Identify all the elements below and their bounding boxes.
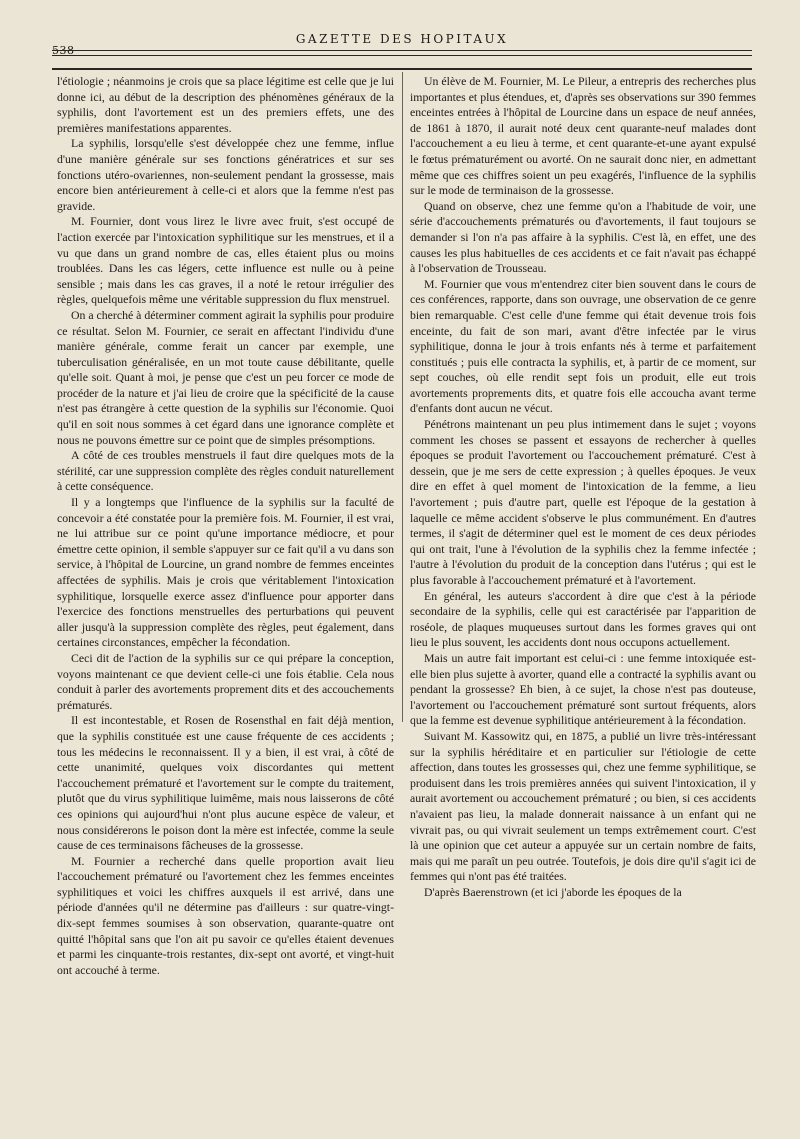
paragraph: On a cherché à déterminer comment agirait la syphilis pour produire ce résultat. Selon M. Fournier, ce serait en affectant l'individu d'une manière générale, comme ferait un cancer par exemple, une tuberculisation généralisée, en un mot toute cause débilitante, quelle qu'elle soit. Quant à moi, je pense que c'est un peu forcer ce mode de procéder de la nature et j'ai lieu de croire que la spécificité de la cause n'est pas étrangère à cette question de la syphilis sur l'économie. Quoi qu'il en soit nous sommes à cet égard dans une ignorance complète et nous ne pouvons émettre sur ce point que de simples présomptions. <box>57 307 394 447</box>
paragraph: M. Fournier que vous m'entendrez citer bien souvent dans le cours de ces conférences, rapporte, dans son ouvrage, une observation de ce genre bien remarquable. C'est celle d'une femme qui était devenue trois fois enceinte, du fait de son mari, avant d'être infectée par le virus syphilitique, donna le jour à trois enfants nés à terme et parfaitement constitués ; puis elle contracta la syphilis, et, à partir de ce moment, sur sept couches, où elle rendit sept fois un produit, elle eut trois avortements proprements dits, et quatre fois elle accoucha avant terme d'enfants dont aucun ne vécut. <box>410 276 756 416</box>
paragraph: Il y a longtemps que l'influence de la syphilis sur la faculté de concevoir a été constatée pour la première fois. M. Fournier, il est vrai, ne lui attribue sur ce point qu'une importance médiocre, et pour émettre cette opinion, il semble s'appuyer sur ce fait qu'il a vu dans son service, à l'hôpital de Lourcine, un grand nombre de femmes enceintes affectées de syphilis. Mais je crois que véritablement l'intoxication syphilitique, lorsquelle exerce assez d'influence pour apporter dans l'exercice des fonctions menstruelles des perturbations qui peuvent aller jusqu'à la suppression complète des règles, peut également, dans certaines circonstances, empêcher la fécondation. <box>57 495 394 650</box>
page-number: 538 <box>52 44 75 57</box>
header-rule <box>52 55 752 56</box>
running-title: GAZETTE DES HOPITAUX <box>295 32 509 46</box>
paragraph: A côté de ces troubles menstruels il faut dire quelques mots de la stérilité, car une suppression complète des règles conduit naturellement à cette conséquence. <box>57 448 394 494</box>
left-column <box>57 74 394 978</box>
right-column <box>410 74 756 900</box>
paragraph: La syphilis, lorsqu'elle s'est développée chez une femme, influe d'une manière générale sur ses fonctions génératrices et sur ses fonctions utéro-ovariennes, non-seulement pendant la grossesse, mais encore bien antérieurement à celle-ci et alors que la femme n'est pas gravide. <box>57 136 394 213</box>
paragraph: Suivant M. Kassowitz qui, en 1875, a publié un livre très-intéressant sur la syphilis héréditaire et en particulier sur l'étiologie de cette affection, dans toutes les grossesses qui, chez une femme syphilitique, se produisent dans les trois premières années qui suivent l'intoxication, il y aurait avortement ou accouchement prématuré ; ou bien, si ces accidents n'avaient pas lieu, la malade donnerait naissance à un enfant qui ne vivrait pas, ou qui vivrait seulement un temps extrêmement court. C'est là une opinion que cet auteur a appuyée sur un certain nombre de faits, mais qui me paraît un peu outrée. Toutefois, je dois dire qu'il s'agit ici de femmes qui n'ont pas été traitées. <box>410 728 756 884</box>
paragraph: D'après Baerenstrown (et ici j'aborde les époques de la <box>424 884 682 899</box>
header-rule <box>52 68 752 70</box>
column-divider <box>402 72 403 722</box>
paragraph: En général, les auteurs s'accordent à dire que c'est à la période secondaire de la syphilis, celle qui est caractérisée par l'apparition de roséole, de plaques muqueuses surtout dans les formes graves qui ont lieu le plus souvent, les accidents dont nous occupons actuellement. <box>410 588 756 650</box>
paragraph: M. Fournier, dont vous lirez le livre avec fruit, s'est occupé de l'action exercée par l'intoxication syphilitique sur les menstrues, et il a vu que dans un grand nombre de cas, elles étaient plus ou moins troublées. Dans les cas légers, cette influence est nulle ou à peine sensible ; mais dans les cas graves, il a noté le retour irrégulier des règles, quelquefois même une véritable suppression du flux menstruel. <box>57 214 394 307</box>
paragraph: l'étiologie ; néanmoins je crois que sa place légitime est celle que je lui donne ici, au début de la description des phénomènes généraux de la syphilis, dont l'avortement est un des premiers effets, une des premières manifestations apparentes. <box>57 74 394 135</box>
paragraph: Ceci dit de l'action de la syphilis sur ce qui prépare la conception, voyons maintenant ce que devient celle-ci une fois établie. Cela nous conduit à parler des avortements proprement dits et des accouchements prématurés. <box>57 650 394 712</box>
header-rule <box>52 50 752 51</box>
paragraph: Mais un autre fait important est celui-ci : une femme intoxiquée est-elle bien plus sujette à avorter, quand elle a contracté la syphilis avant ou pendant la grossesse? Eh bien, à ce sujet, la chose n'est pas douteuse, l'avortement ou l'accouchement prématuré sont surtout fréquents, alors que la femme est devenue syphilitique antérieurement à la fécondation. <box>410 650 756 728</box>
paragraph: Pénétrons maintenant un peu plus intimement dans le sujet ; voyons comment les choses se passent et essayons de rechercher à quelles époques se produit l'avortement ou l'accouchement prématuré. C'est à dessein, que je me sers de cette expression ; à quelles époques. Je veux dire en effet à quel moment de l'intoxication de la femme, a lieu l'avortement ; puis d'autre part, quelle est l'époque de la gestation à laquelle ce même accident s'observe le plus communément. En d'autres termes, il s'agit de déterminer quel est le moment de ces deux périodes qui ont trait, l'une à l'évolution de la syphilis chez la femme infectée ; l'autre à l'évolution du produit de la conception dans l'utérus ; qui est le plus favorable à l'accouchement prématuré et à l'avortement. <box>410 417 756 587</box>
paragraph: Il est incontestable, et Rosen de Rosensthal en fait déjà mention, que la syphilis constituée est une cause fréquente de ces accidents ; tous les médecins le reconnaissent. Il y a bien, il est vrai, à côté de cette unanimité, quelques voix discordantes qui mettent l'accouchement prématuré et l'avortement sur le compte du traitement, plutôt que du virus syphilitique luimême, mais nous laisserons de côté ces opinions qui aujourd'hui n'ont plus aucune espèce de valeur, et nous considérerons le poison dont la mère est infectée, comme la seule cause de ces terminaisons fâcheuses de la grossesse. <box>57 713 394 853</box>
paragraph: Quand on observe, chez une femme qu'on a l'habitude de voir, une série d'accouchements prématurés ou d'avortements, il faut toujours se demander si l'on n'a pas affaire à la syphilis. C'est là, en effet, une des causes les plus habituelles de ces accidents et ce fait n'avait pas échappé à l'observation de Trousseau. <box>410 198 756 276</box>
paragraph: M. Fournier a recherché dans quelle proportion avait lieu l'accouchement prématuré ou l'avortement chez les femmes enceintes syphilitiques et voici les chiffres auxquels il est arrivé, dans une période d'années qu'il ne détermine pas d'ailleurs : sur quatre-vingt-dix-sept femmes soumises à son observation, quarante-quatre ont quitté l'hôpital sans que l'on ait pu savoir ce qu'elles étaient devenues et parmi les cinquante-trois restantes, dix-sept ont avorté, et vingt-huit ont accouché à terme. <box>57 853 394 977</box>
paragraph: Un élève de M. Fournier, M. Le Pileur, a entrepris des recherches plus importantes et plus étendues, et, d'après ses observations sur 390 femmes enceintes entrées à l'hôpital de Lourcine dans un espace de neuf années, de 1861 à 1870, il aurait noté deux cent quarante-neuf malades dont l'accouchement a eu lieu à terme, et cent quarante-et-une ayant expulsé le fœtus prématurément ou avorté. On ne saurait donc nier, en admettant même que ces chiffres soient un peu exagérés, l'influence de la syphilis sur le mode de terminaison de la grossesse. <box>410 74 756 198</box>
